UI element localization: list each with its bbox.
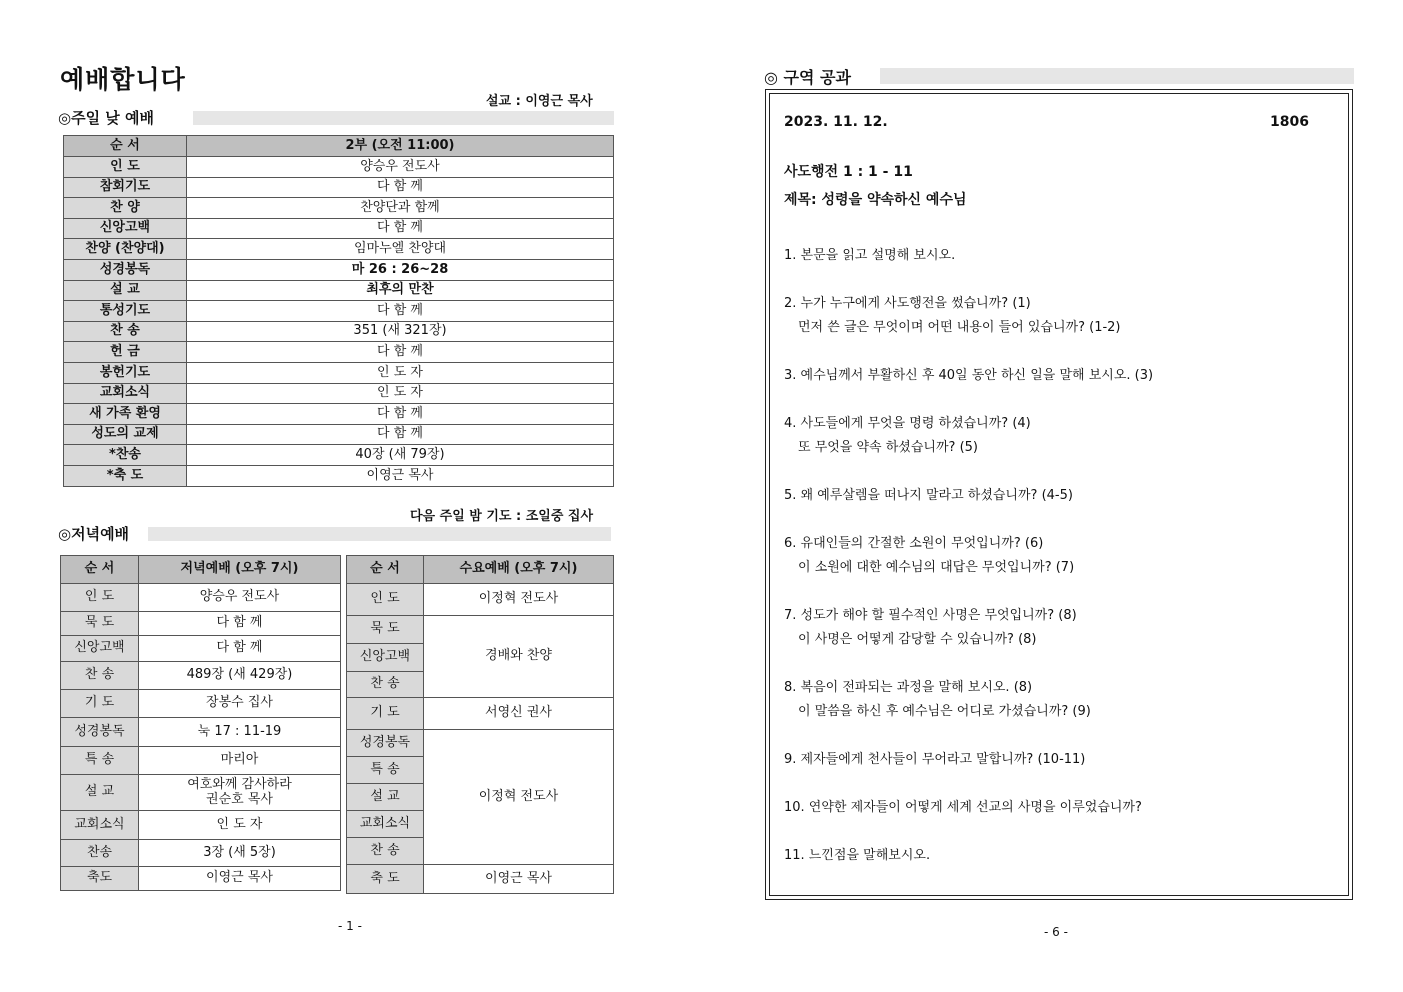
order-value: 다 함 께 — [187, 218, 614, 239]
wed-label: 묵 도 — [347, 616, 424, 644]
lesson-date: 2023. 11. 12. — [784, 114, 888, 130]
order-label: 찬 송 — [61, 662, 139, 690]
sunday-service-heading: ◎주일 낮 예배 — [58, 109, 154, 127]
question: 11. 느낀점을 말해보시오. — [784, 848, 931, 863]
order-label: 성경봉독 — [61, 718, 139, 747]
order-label: 찬 양 — [64, 198, 187, 219]
wed-main: 이정혁 전도사 — [424, 730, 614, 865]
wed-label: 찬 송 — [347, 672, 424, 698]
wed-header-service: 수요예배 (오후 7시) — [424, 556, 614, 584]
order-value: 인 도 자 — [187, 383, 614, 404]
wed-label: 교회소식 — [347, 811, 424, 838]
table-row — [64, 321, 614, 342]
order-label: 찬송 — [61, 840, 139, 867]
wed-label: 찬 송 — [347, 838, 424, 865]
order-value: 최후의 만찬 — [187, 280, 614, 301]
order-value — [139, 775, 341, 811]
wed-lead: 이정혁 전도사 — [424, 584, 614, 616]
table-row — [61, 811, 341, 840]
lesson-scripture: 사도행전 1 : 1 - 11 — [784, 164, 913, 180]
section-bar — [193, 111, 614, 125]
table-row — [64, 424, 614, 445]
question-followup: 이 소원에 대한 예수님의 대답은 무엇입니까? (7) — [798, 560, 1075, 575]
order-value: 40장 (새 79장) — [187, 445, 614, 466]
wed-benediction: 이영근 목사 — [424, 865, 614, 894]
order-label: 성도의 교제 — [64, 424, 187, 445]
sunday-header-order: 순 서 — [64, 136, 187, 157]
order-label: *축 도 — [64, 465, 187, 486]
table-row — [61, 690, 341, 718]
question-followup: 이 말씀을 하신 후 예수님은 어디로 가셨습니까? (9) — [798, 704, 1091, 719]
order-value: 양승우 전도사 — [187, 157, 614, 178]
table-row — [64, 218, 614, 239]
wed-label: 설 교 — [347, 784, 424, 811]
order-value: 찬양단과 함께 — [187, 198, 614, 219]
wed-prayer: 서영신 권사 — [424, 698, 614, 730]
table-row — [64, 157, 614, 178]
order-label: 봉헌기도 — [64, 362, 187, 383]
order-label: 인 도 — [61, 584, 139, 612]
order-label: 성경봉독 — [64, 259, 187, 280]
sermon-preacher: 설교 : 이영근 목사 — [486, 94, 593, 109]
order-value: 임마누엘 찬양대 — [187, 239, 614, 260]
order-value: 351 (새 321장) — [187, 321, 614, 342]
evening-service-table — [60, 555, 341, 891]
wed-label: 인 도 — [347, 584, 424, 616]
question-followup: 먼저 쓴 글은 무엇이며 어떤 내용이 들어 있습니까? (1-2) — [798, 320, 1121, 335]
table-row — [61, 636, 341, 662]
question: 5. 왜 예루살렘을 떠나지 말라고 하셨습니까? (4-5) — [784, 488, 1073, 503]
lesson-topic: 제목: 성령을 약속하신 예수님 — [784, 192, 967, 208]
order-label: 통성기도 — [64, 301, 187, 322]
question: 2. 누가 누구에게 사도행전을 썼습니까? (1) — [784, 296, 1031, 311]
table-row — [61, 718, 341, 747]
order-value: 3장 (새 5장) — [139, 840, 341, 867]
wed-worship: 경배와 찬양 — [424, 616, 614, 698]
order-label: 신앙고백 — [64, 218, 187, 239]
question: 9. 제자들에게 천사들이 무어라고 말합니까? (10-11) — [784, 752, 1086, 767]
table-row — [64, 342, 614, 363]
wed-label: 신앙고백 — [347, 644, 424, 672]
order-label: 신앙고백 — [61, 636, 139, 662]
next-prayer-note: 다음 주일 밤 기도 : 조일중 집사 — [410, 509, 594, 524]
wed-label: 성경봉독 — [347, 730, 424, 757]
question: 7. 성도가 해야 할 필수적인 사명은 무엇입니까? (8) — [784, 608, 1077, 623]
page-number-left: - 1 - — [338, 919, 362, 933]
question: 8. 복음이 전파되는 과정을 말해 보시오. (8) — [784, 680, 1033, 695]
order-label: 교회소식 — [61, 811, 139, 840]
question: 4. 사도들에게 무엇을 명령 하셨습니까? (4) — [784, 416, 1031, 431]
evening-service-heading: ◎저녁예배 — [58, 525, 130, 543]
order-label: 묵 도 — [61, 612, 139, 636]
order-label: 찬 송 — [64, 321, 187, 342]
table-row — [61, 775, 341, 811]
cell-lesson-heading: ◎ 구역 공과 — [764, 68, 851, 87]
table-row — [61, 662, 341, 690]
order-label: 축도 — [61, 867, 139, 891]
question-followup: 또 무엇을 약속 하셨습니까? (5) — [798, 440, 978, 455]
order-label: 교회소식 — [64, 383, 187, 404]
question-followup: 이 사명은 어떻게 감당할 수 있습니까? (8) — [798, 632, 1037, 647]
order-value: 다 함 께 — [187, 404, 614, 425]
order-label: 특 송 — [61, 747, 139, 775]
order-label: 설 교 — [64, 280, 187, 301]
evening-header-service: 저녁예배 (오후 7시) — [139, 556, 341, 584]
order-label: 기 도 — [61, 690, 139, 718]
table-row — [64, 280, 614, 301]
evening-header-order: 순 서 — [61, 556, 139, 584]
table-row — [64, 301, 614, 322]
table-row — [64, 239, 614, 260]
order-value: 다 함 께 — [187, 177, 614, 198]
order-value: 눅 17 : 11-19 — [139, 718, 341, 747]
sunday-header-service: 2부 (오전 11:00) — [187, 136, 614, 157]
section-bar — [148, 527, 611, 541]
order-value: 489장 (새 429장) — [139, 662, 341, 690]
order-value: 이영근 목사 — [139, 867, 341, 891]
table-row — [61, 867, 341, 891]
order-value: 다 함 께 — [187, 301, 614, 322]
table-row — [64, 362, 614, 383]
table-row — [64, 198, 614, 219]
order-label: 찬양 (찬양대) — [64, 239, 187, 260]
sermon-title: 여호와께 감사하라 — [187, 777, 292, 793]
order-value: 다 함 께 — [139, 636, 341, 662]
order-value: 장봉수 집사 — [139, 690, 341, 718]
order-value: 인 도 자 — [139, 811, 341, 840]
wed-header-order: 순 서 — [347, 556, 424, 584]
table-row — [64, 465, 614, 486]
question: 3. 예수님께서 부활하신 후 40일 동안 하신 일을 말해 보시오. (3) — [784, 368, 1154, 383]
order-label: 새 가족 환영 — [64, 404, 187, 425]
order-value: 인 도 자 — [187, 362, 614, 383]
wed-label: 특 송 — [347, 757, 424, 784]
lesson-number: 1806 — [1270, 114, 1309, 130]
order-value: 이영근 목사 — [187, 465, 614, 486]
order-value: 마 26 : 26~28 — [187, 259, 614, 280]
page-title: 예배합니다 — [60, 65, 186, 94]
table-row — [61, 840, 341, 867]
wed-label: 축 도 — [347, 865, 424, 894]
question: 6. 유대인들의 간절한 소원이 무엇입니까? (6) — [784, 536, 1044, 551]
question: 10. 연약한 제자들이 어떻게 세계 선교의 사명을 이루었습니까? — [784, 800, 1142, 815]
sunday-service-table — [63, 135, 614, 487]
order-value: 다 함 께 — [187, 342, 614, 363]
order-value: 다 함 께 — [187, 424, 614, 445]
order-value: 마리아 — [139, 747, 341, 775]
table-row — [61, 612, 341, 636]
order-label: 참회기도 — [64, 177, 187, 198]
wednesday-service-table — [346, 555, 614, 894]
wed-label: 기 도 — [347, 698, 424, 730]
question: 1. 본문을 읽고 설명해 보시오. — [784, 248, 956, 263]
order-label: 인 도 — [64, 157, 187, 178]
order-label: 헌 금 — [64, 342, 187, 363]
table-row — [61, 584, 341, 612]
sermon-preacher-evening: 권순호 목사 — [206, 791, 273, 807]
order-value: 양승우 전도사 — [139, 584, 341, 612]
table-row — [64, 404, 614, 425]
page-number-right: - 6 - — [1044, 925, 1068, 939]
table-row — [64, 177, 614, 198]
table-row — [64, 383, 614, 404]
order-label: *찬송 — [64, 445, 187, 466]
order-value: 다 함 께 — [139, 612, 341, 636]
order-label: 설 교 — [61, 775, 139, 811]
table-row — [61, 747, 341, 775]
section-bar — [880, 68, 1354, 84]
table-row — [64, 445, 614, 466]
table-row — [64, 259, 614, 280]
